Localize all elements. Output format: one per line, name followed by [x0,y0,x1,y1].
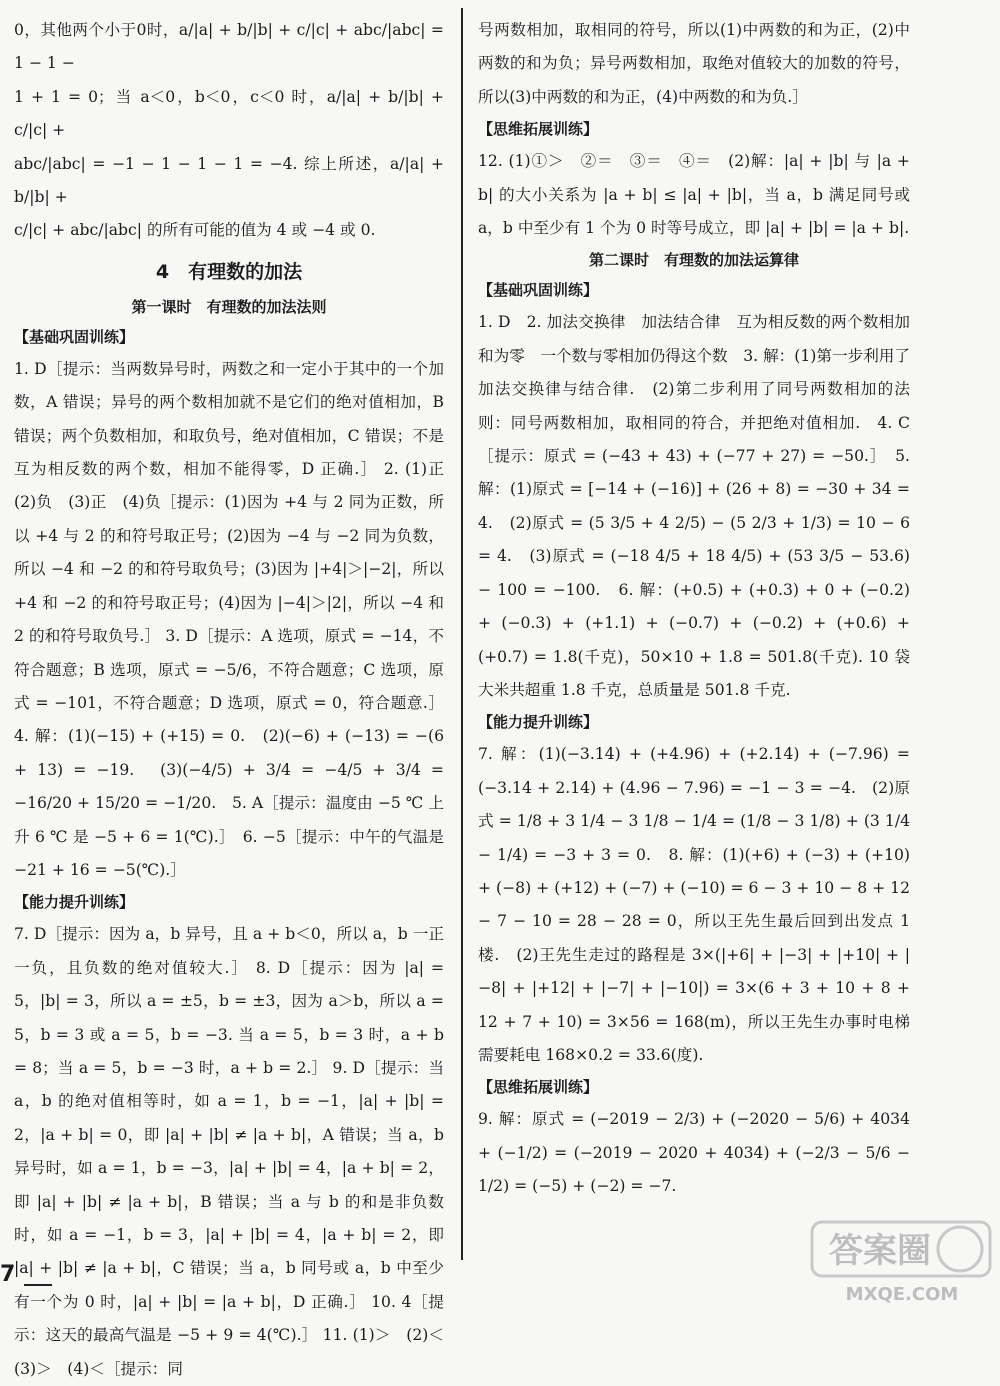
intro-line-3: abc/|abc| = −1 − 1 − 1 − 1 = −4. 综上所述，a/|a| + b/|b| + [14,154,444,207]
watermark-logo [810,1218,995,1306]
basic-answers-2: 1. D 2. 加法交换律 加法结合律 互为相反数的两个数相加和为零 一个数与零相加仍得这个数 3. 解：(1)第一步利用了加法交换律与结合律. (2)第二步利用了同号两数相加的法则：同号两数相加，取相同的符合，并把绝对值相加. 4. C［提示：原式 = (−43 + 43) + (−77 + 27) = −50.］ 5. 解：(1)原式 = [−14 + (−16)] + (26 + 8) = −30 + 34 = 4. (2)原式 = (5 3/5 + 4 2/5) − (5 2/3 + 1/3) = 10 − 6 = 4. (3)原式 = (−18 4/5 + 18 4/5) + (53 3/5 − 53.6) − 100 = −100. 6. 解：(+0.5) + (+0.3) + 0 + (−0.2) + (−0.3) + (+1.1) + (−0.7) + (−0.2) + (+0.6) + (+0.7) = 1.8(千克)，50×10 + 1.8 = 501.8(千克). 10 袋大米共超重 1.8 千克，总质量是 501.8 千克. [478,313,910,699]
continued-answer: 号两数相加，取相同的符号，所以(1)中两数的和为正，(2)中两数的和为负；异号两数相加，取绝对值较大的加数的符号，所以(3)中两数的和为正，(4)中两数的和为负.］ [478,21,910,106]
thinking-answers-1: 12. (1)①＞ ②＝ ③＝ ④＝ (2)解：|a| + |b| 与 |a + b| 的大小关系为 |a + b| ≤ |a| + |b|，当 a，b 满足同号或 a，b 中至少有 1 个为 0 时等号成立，即 |a| + |b| = |a + b|. [478,152,910,238]
intro-line-4: c/|c| + abc/|abc| 的所有可能的值为 4 或 −4 或 0. [14,221,376,240]
section-thinking-1: 【思维拓展训练】 [478,120,599,139]
left-column [14,14,460,1386]
ability-answers-2: 7. 解：(1)(−3.14) + (+4.96) + (+2.14) + (−7.96) = (−3.14 + 2.14) + (4.96 − 7.96) = −1 − 3 = −4. (2)原式 = 1/8 + 3 1/4 − 3 1/8 − 1/4 = (1/8 − 3 1/8) + (3 1/4 − 1/4) = −3 + 3 = 0. 8. 解：(1)(+6) + (−3) + (+10) + (−8) + (+12) + (−7) + (−10) = 6 − 3 + 10 − 8 + 12 − 7 − 10 = 28 − 28 = 0，所以王先生最后回到出发点 1 楼. (2)王先生走过的路程是 3×(|+6| + |−3| + |+10| + |−8| + |+12| + |−7| + |−10|) = 3×(6 + 3 + 10 + 8 + 12 + 7 + 10) = 3×56 = 168(m)，所以王先生办事时电梯需要耗电 168×0.2 = 33.6(度). [478,745,910,1064]
chapter-title: 4 有理数的加法 [155,260,303,283]
section-ability-2: 【能力提升训练】 [478,713,599,732]
lesson-title-2: 第二课时 有理数的加法运算律 [588,251,799,270]
thinking-answers-2: 9. 解：原式 = (−2019 − 2/3) + (−2020 − 5/6) + 4034 + (−1/2) = (−2019 − 2020 + 4034) + (−2/3 − 5/6 − 1/2) = (−5) + (−2) = −7. [478,1110,910,1196]
lesson-title-1: 第一课时 有理数的加法法则 [131,297,327,316]
ability-answers-1: 7. D［提示：因为 a，b 异号，且 a + b＜0，所以 a，b 一正一负，且负数的绝对值较大.］ 8. D［提示：因为 |a| = 5，|b| = 3，所以 a = ±5，b = ±3，因为 a＞b，所以 a = 5，b = 3 或 a = 5，b = −3. 当 a = 5，b = 3 时，a + b = 8；当 a = 5，b = −3 时，a + b = 2.］ 9. D［提示：当 a，b 的绝对值相等时，如 a = 1，b = −1，|a| + |b| = 2，|a + b| = 0，即 |a| + |b| ≠ |a + b|，A 错误；当 a，b 异号时，如 a = 1，b = −3，|a| + |b| = 4，|a + b| = 2，即 |a| + |b| ≠ |a + b|，B 错误；当 a 与 b 的和是非负数时，如 a = −1，b = 3，|a| + |b| = 4，|a + b| = 2，即 |a| + |b| ≠ |a + b|，C 错误；当 a，b 同号或 a，b 中至少有一个为 0 时，|a| + |b| = |a + b|，D 正确.］ 10. 4［提示：这天的最高气温是 −5 + 9 = 4(℃).］ 11. (1)＞ (2)＜ (3)＞ (4)＜［提示：同 [14,925,460,1378]
section-ability-1: 【能力提升训练】 [14,893,135,912]
intro-line-2: 1 + 1 = 0；当 a＜0，b＜0，c＜0 时，a/|a| + b/|b| + c/|c| + [14,87,444,140]
section-basic-1: 【基础巩固训练】 [14,327,135,346]
watermark-icon [810,1218,995,1306]
page-number: 7 [0,1262,16,1287]
intro-line-1: 0，其他两个小于0时，a/|a| + b/|b| + c/|c| + abc/|abc| = 1 − 1 − [14,21,444,73]
page-number-rule [24,1284,52,1286]
column-divider [461,8,463,1260]
watermark-text: 答案圈 [829,1231,931,1271]
right-column [478,14,910,1204]
section-basic-2: 【基础巩固训练】 [478,281,599,300]
section-thinking-2: 【思维拓展训练】 [478,1078,599,1097]
basic-answers-1: 1. D［提示：当两数异号时，两数之和一定小于其中的一个加数，A 错误；异号的两个数相加就不是它们的绝对值相加，B 错误；两个负数相加，和取负号，绝对值相加，C 错误；不是互为相反数的两个数，相加不能得零，D 正确.］ 2. (1)正 (2)负 (3)正 (4)负［提示：(1)因为 +4 与 2 同为正数，所以 +4 与 2 的和符号取正号；(2)因为 −4 与 −2 同为负数，所以 −4 和 −2 的和符号取负号；(3)因为 |+4|＞|−2|，所以 +4 和 −2 的和符号取正号；(4)因为 |−4|＞|2|，所以 −4 和 2 的和符号取负号.］ 3. D［提示：A 选项，原式 = −14，不符合题意；B 选项，原式 = −5/6，不符合题意；C 选项，原式 = −101，不符合题意；D 选项，原式 = 0，符合题意.］ 4. 解：(1)(−15) + (+15) = 0. (2)(−6) + (−13) = −(6 + 13) = −19. (3)(−4/5) + 3/4 = −4/5 + 3/4 = −16/20 + 15/20 = −1/20. 5. A［提示：温度由 −5 ℃ 上升 6 ℃ 是 −5 + 6 = 1(℃).］ 6. −5［提示：中午的气温是 −21 + 16 = −5(℃).］ [14,359,460,879]
watermark-domain: MXQE.COM [845,1284,959,1305]
